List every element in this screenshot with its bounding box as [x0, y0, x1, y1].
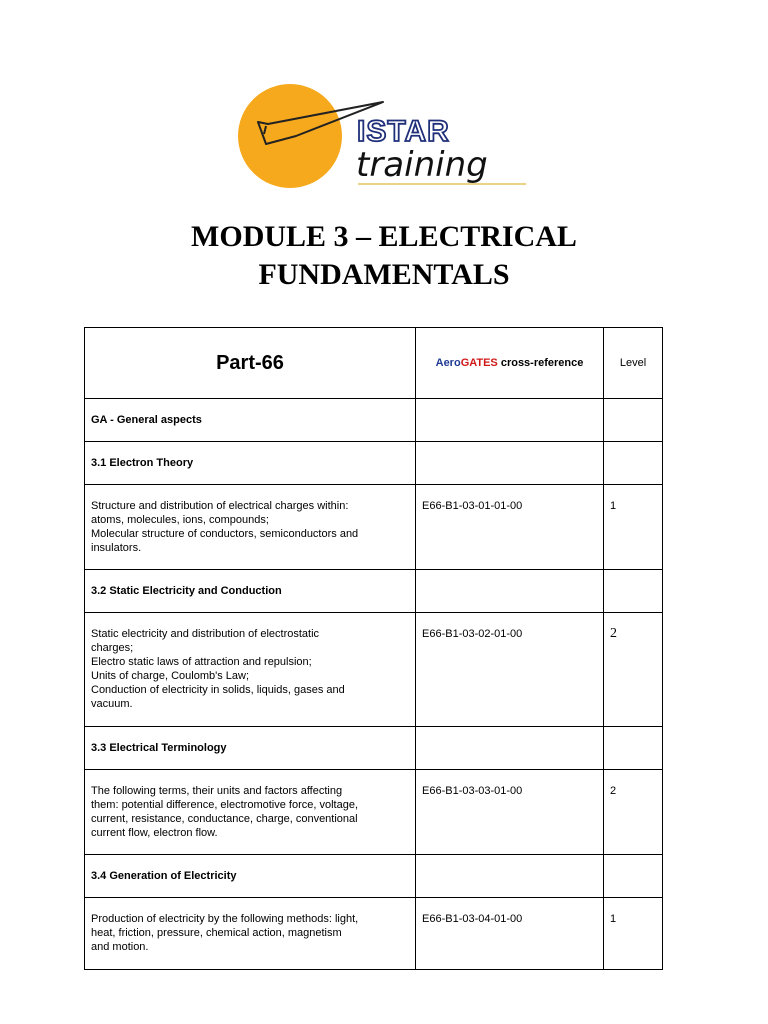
title-line-2: FUNDAMENTALS — [258, 258, 510, 291]
level-header: Level — [604, 328, 663, 399]
table-header-row — [85, 328, 663, 399]
logo-word-istar: ISTAR — [357, 115, 450, 148]
item-description: Production of electricity by the following methods: light, heat, friction, pressure, chemical action, magnetism and motion. — [91, 913, 359, 953]
item-level: 1 — [610, 913, 617, 925]
section-title: 3.3 Electrical Terminology — [91, 742, 227, 754]
table-row — [85, 485, 663, 570]
item-reference: E66-B1-03-03-01-00 — [422, 785, 523, 797]
logo-word-training: training — [356, 145, 488, 185]
item-reference: E66-B1-03-04-01-00 — [422, 913, 523, 925]
section-title: GA - General aspects — [91, 414, 202, 426]
section-title: 3.1 Electron Theory — [91, 457, 194, 469]
section-title: 3.2 Static Electricity and Conduction — [91, 585, 282, 597]
table-row — [85, 399, 663, 442]
item-reference: E66-B1-03-01-01-00 — [422, 500, 523, 512]
item-reference: E66-B1-03-02-01-00 — [422, 628, 523, 640]
logo-orange-circle — [238, 84, 342, 188]
item-description: The following terms, their units and factors affecting them: potential difference, electromotive force, voltage, current, resistance, conductance, charge, conventional current flow, electron flow. — [91, 785, 358, 839]
table-row — [85, 898, 663, 970]
istar-training-logo — [238, 84, 538, 194]
item-level: 2 — [610, 785, 617, 797]
table-row — [85, 855, 663, 898]
table-row — [85, 770, 663, 855]
table-row — [85, 442, 663, 485]
item-level: 1 — [610, 500, 617, 512]
item-description: Structure and distribution of electrical charges within: atoms, molecules, ions, compounds; Molecular structure of conductors, semiconductors and insulators. — [91, 500, 359, 554]
title-line-1: MODULE 3 – ELECTRICAL — [191, 220, 577, 253]
table-row — [85, 727, 663, 770]
item-description: Static electricity and distribution of electrostatic charges; Electro static laws of attraction and repulsion; Units of charge, Coulomb's Law; Conduction of electricity in solids, liquids, gases and vacuum. — [91, 628, 345, 710]
table-row — [85, 613, 663, 727]
item-level: 2 — [610, 626, 617, 641]
part-header: Part-66 — [85, 328, 416, 399]
module-table — [84, 327, 663, 970]
section-title: 3.4 Generation of Electricity — [91, 870, 237, 882]
xref-header: AeroGATES cross-reference — [416, 328, 604, 399]
table-row — [85, 570, 663, 613]
page-title — [84, 218, 684, 294]
